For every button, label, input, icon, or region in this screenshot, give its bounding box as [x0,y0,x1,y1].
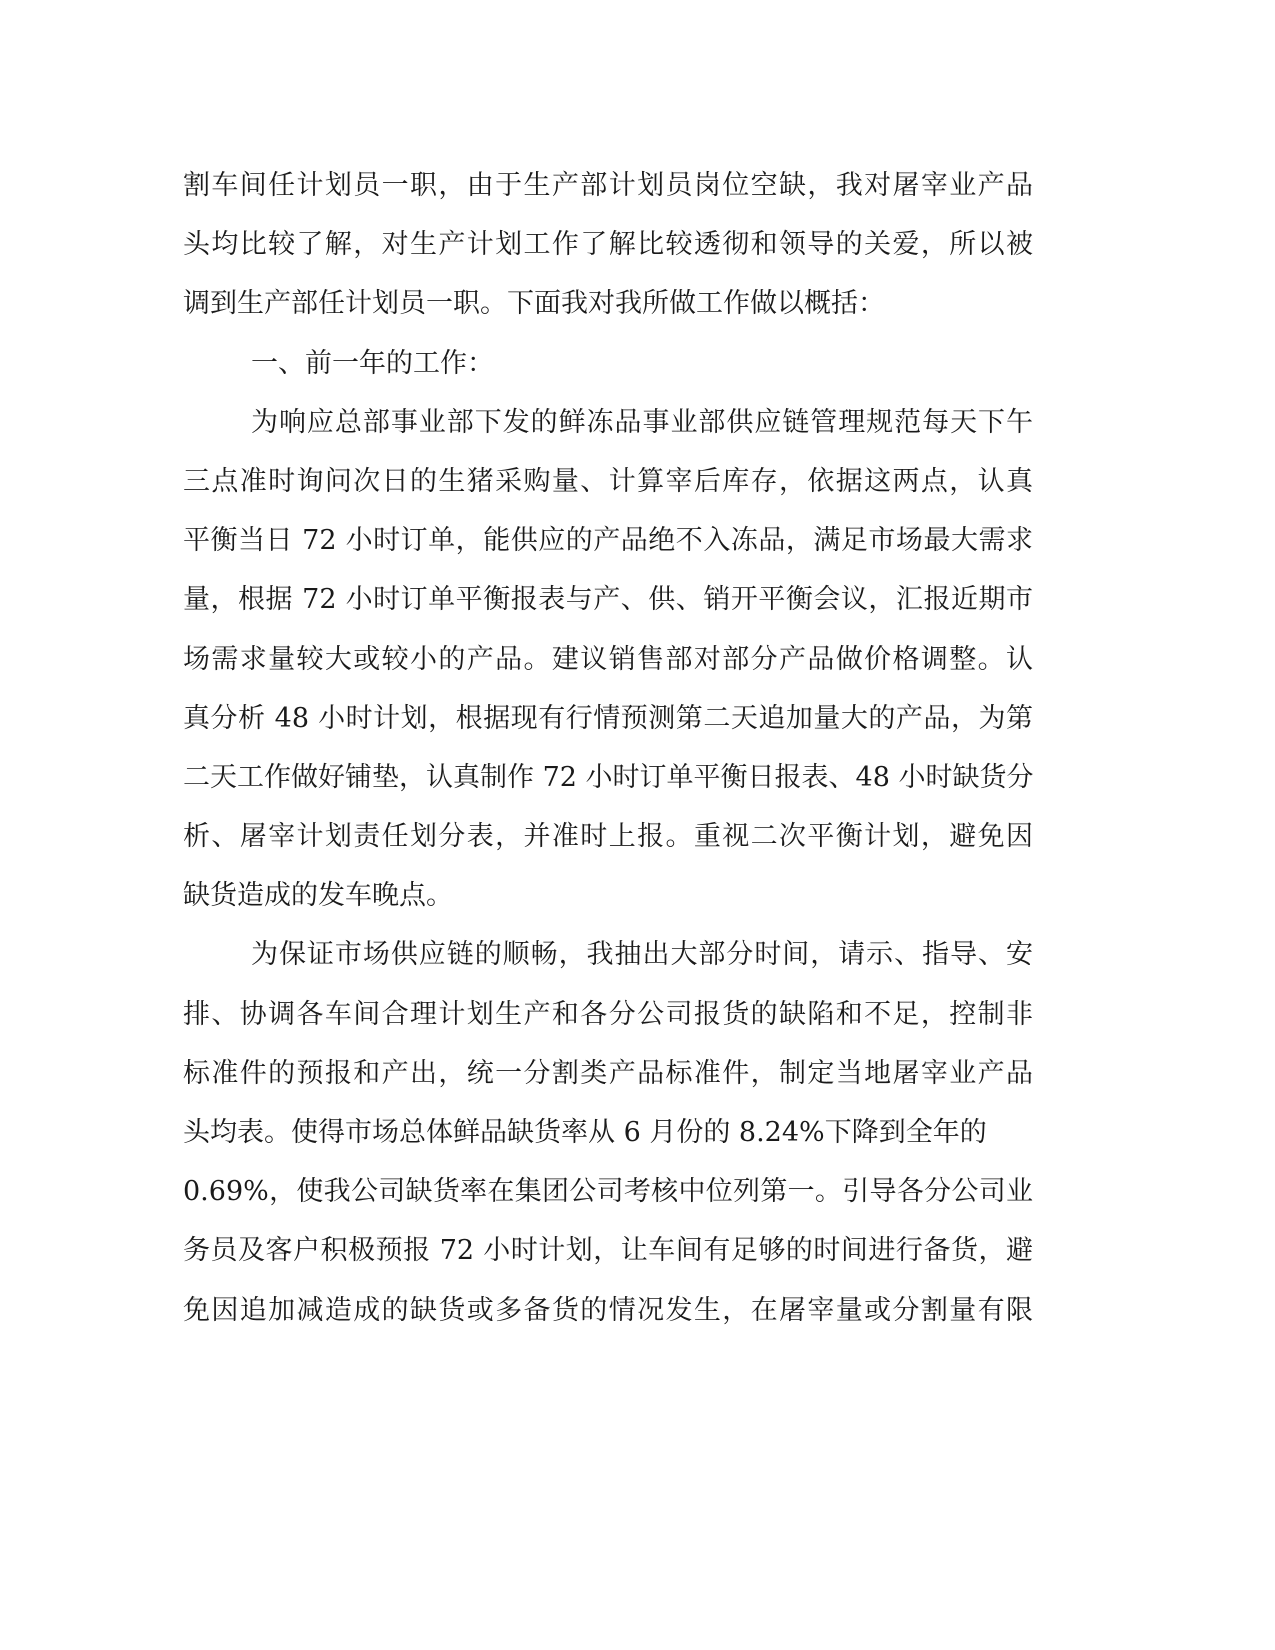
text-line: 割车间任计划员一职，由于生产部计划员岗位空缺，我对屠宰业产品 [183,170,1033,201]
text-line: 为响应总部事业部下发的鲜冻品事业部供应链管理规范每天下午 [251,406,1033,438]
text-line: 平衡当日 72 小时订单，能供应的产品绝不入冻品，满足市场最大需求 [183,525,1033,557]
text-line: 场需求量较大或较小的产品。建议销售部对部分产品做价格调整。认 [183,643,1033,675]
text-line: 0.69%，使我公司缺货率在集团公司考核中位列第一。引导各分公司业 [183,1176,1033,1208]
text-line: 二天工作做好铺垫，认真制作 72 小时订单平衡日报表、48 小时缺货分 [183,761,1034,793]
text-line: 头均表。使得市场总体鲜品缺货率从 6 月份的 8.24%下降到全年的 [183,1117,987,1148]
text-line: 排、协调各车间合理计划生产和各分公司报货的缺陷和不足，控制非 [183,998,1033,1030]
text-line: 三点准时询问次日的生猪采购量、计算宰后库存，依据这两点，认真 [183,465,1033,497]
text-line: 调到生产部任计划员一职。下面我对我所做工作做以概括： [183,288,885,320]
text-line: 量，根据 72 小时订单平衡报表与产、供、销开平衡会议，汇报近期市 [183,584,1033,616]
text-line: 析、屠宰计划责任划分表，并准时上报。重视二次平衡计划，避免因 [183,821,1033,853]
text-line: 为保证市场供应链的顺畅，我抽出大部分时间，请示、指导、安 [251,939,1033,971]
text-line: 头均比较了解，对生产计划工作了解比较透彻和领导的关爱，所以被 [183,229,1033,261]
text-line: 缺货造成的发车晚点。 [183,880,453,912]
section-heading: 一、前一年的工作： [251,347,494,379]
body-text [183,156,1033,1340]
text-line: 免因追加减造成的缺货或多备货的情况发生，在屠宰量或分割量有限 [183,1294,1033,1326]
text-line: 标准件的预报和产出，统一分割类产品标准件，制定当地屠宰业产品 [183,1057,1033,1089]
text-line: 务员及客户积极预报 72 小时计划，让车间有足够的时间进行备货，避 [183,1235,1033,1267]
text-line: 真分析 48 小时计划，根据现有行情预测第二天追加量大的产品，为第 [183,702,1033,734]
